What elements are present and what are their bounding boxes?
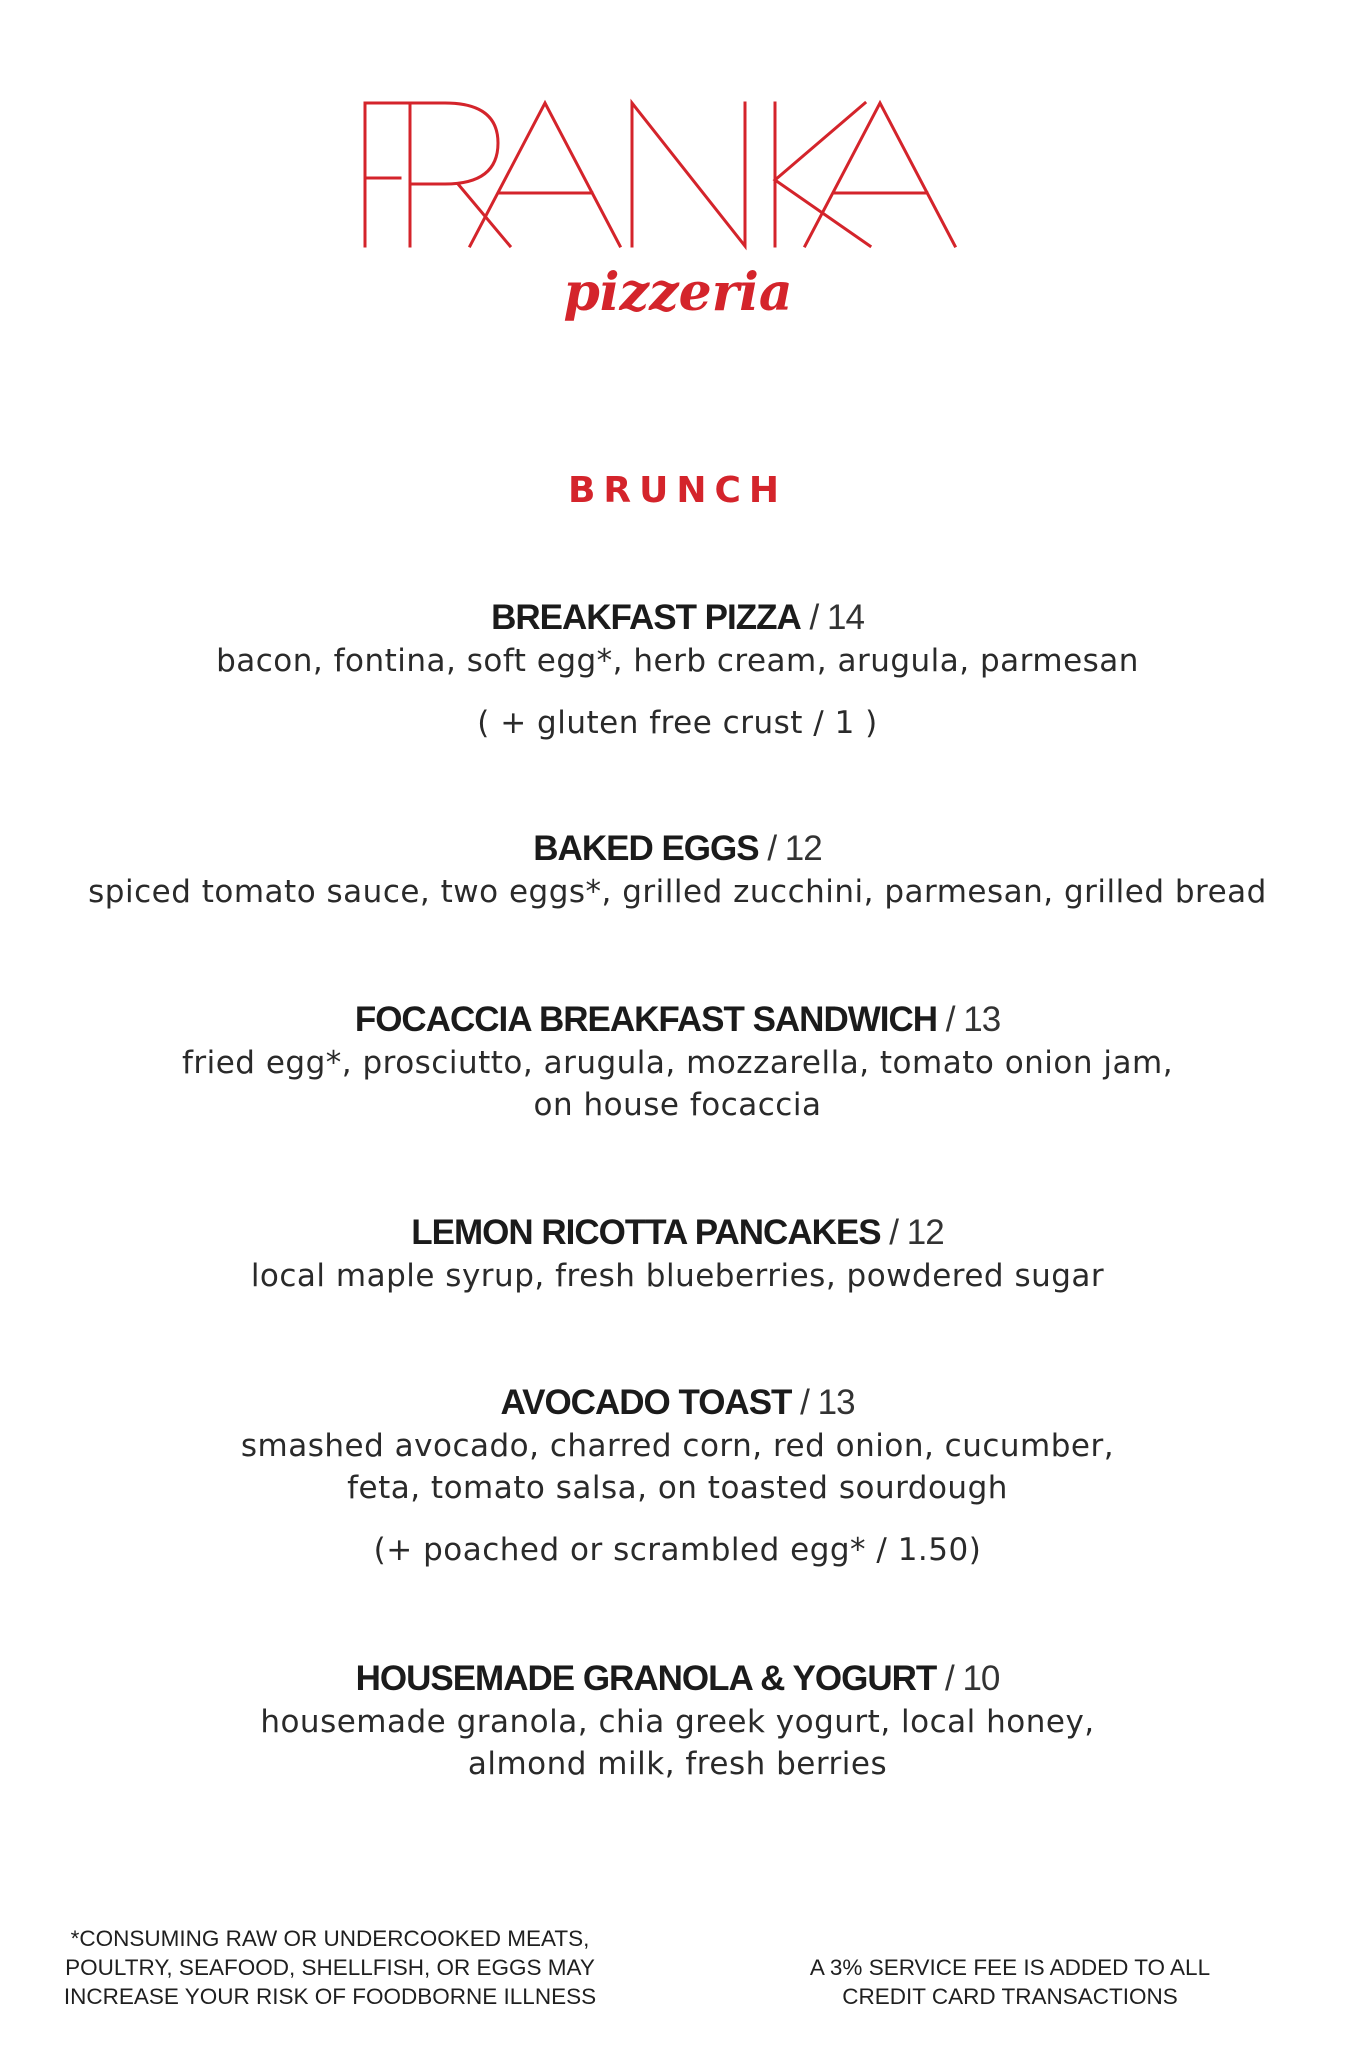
service-fee-notice [770,1953,1250,2011]
service-fee-line: A 3% SERVICE FEE IS ADDED TO ALL [809,1955,1211,1980]
item-name: FOCACCIA BREAKFAST SANDWICH [354,1000,938,1039]
item-separator: / [880,1213,907,1252]
pizzeria-script [563,262,792,323]
item-separator: / [936,1659,963,1698]
food-safety-disclaimer [60,1924,600,2011]
item-name: BREAKFAST PIZZA [491,598,801,637]
item-description: bacon, fontina, soft egg*, herb cream, arugula, parmesan [216,643,1139,679]
item-price: 10 [962,1659,1000,1698]
item-name: BAKED EGGS [533,829,759,868]
item-addon: ( + gluten free crust / 1 ) [477,705,878,741]
item-separator: / [800,598,827,637]
item-description: spiced tomato sauce, two eggs*, grilled zucchini, parmesan, grilled bread [88,874,1267,910]
item-description-line: almond milk, fresh berries [467,1746,888,1782]
item-addon: (+ poached or scrambled egg* / 1.50) [373,1532,982,1568]
franka-logo [0,88,1355,348]
disclaimer-line: *CONSUMING RAW OR UNDERCOOKED MEATS, [70,1926,590,1951]
menu-item-lemon-ricotta-pancakes [0,1211,1355,1297]
item-separator: / [937,1000,964,1039]
item-name: LEMON RICOTTA PANCAKES [411,1213,881,1252]
item-description-line: housemade granola, chia greek yogurt, local honey, [260,1704,1095,1740]
item-heading [0,1211,1355,1255]
item-price: 12 [906,1213,944,1252]
item-heading [0,998,1355,1042]
item-description-line: feta, tomato salsa, on toasted sourdough [347,1470,1008,1506]
item-description-line: on house focaccia [533,1087,822,1123]
menu-item-avocado-toast [0,1381,1355,1571]
item-heading [0,827,1355,871]
service-fee-line: CREDIT CARD TRANSACTIONS [842,1984,1178,2009]
section-title: BRUNCH [567,470,788,511]
item-name: AVOCADO TOAST [500,1383,792,1422]
item-description-line: fried egg*, prosciutto, arugula, mozzarella, tomato onion jam, [181,1045,1174,1081]
item-price: 13 [963,1000,1001,1039]
franka-wordmark [0,88,1355,348]
menu-item-breakfast-pizza [0,596,1355,744]
item-description-line: smashed avocado, charred corn, red onion, cucumber, [240,1428,1115,1464]
menu-item-housemade-granola-yogurt [0,1657,1355,1785]
item-heading [0,1657,1355,1701]
disclaimer-line: INCREASE YOUR RISK OF FOODBORNE ILLNESS [63,1984,597,2009]
item-heading [0,1381,1355,1425]
svg-text:pizzeria: pizzeria [563,262,793,323]
menu-item-focaccia-breakfast-sandwich [0,998,1355,1126]
item-heading [0,596,1355,640]
item-price: 14 [826,598,864,637]
item-price: 12 [784,829,822,868]
disclaimer-line: POULTRY, SEAFOOD, SHELLFISH, OR EGGS MAY [65,1955,595,1980]
menu-item-baked-eggs [0,827,1355,913]
item-price: 13 [817,1383,855,1422]
item-description: local maple syrup, fresh blueberries, powdered sugar [250,1258,1105,1294]
item-separator: / [758,829,785,868]
item-name: HOUSEMADE GRANOLA & YOGURT [355,1659,937,1698]
item-separator: / [791,1383,818,1422]
